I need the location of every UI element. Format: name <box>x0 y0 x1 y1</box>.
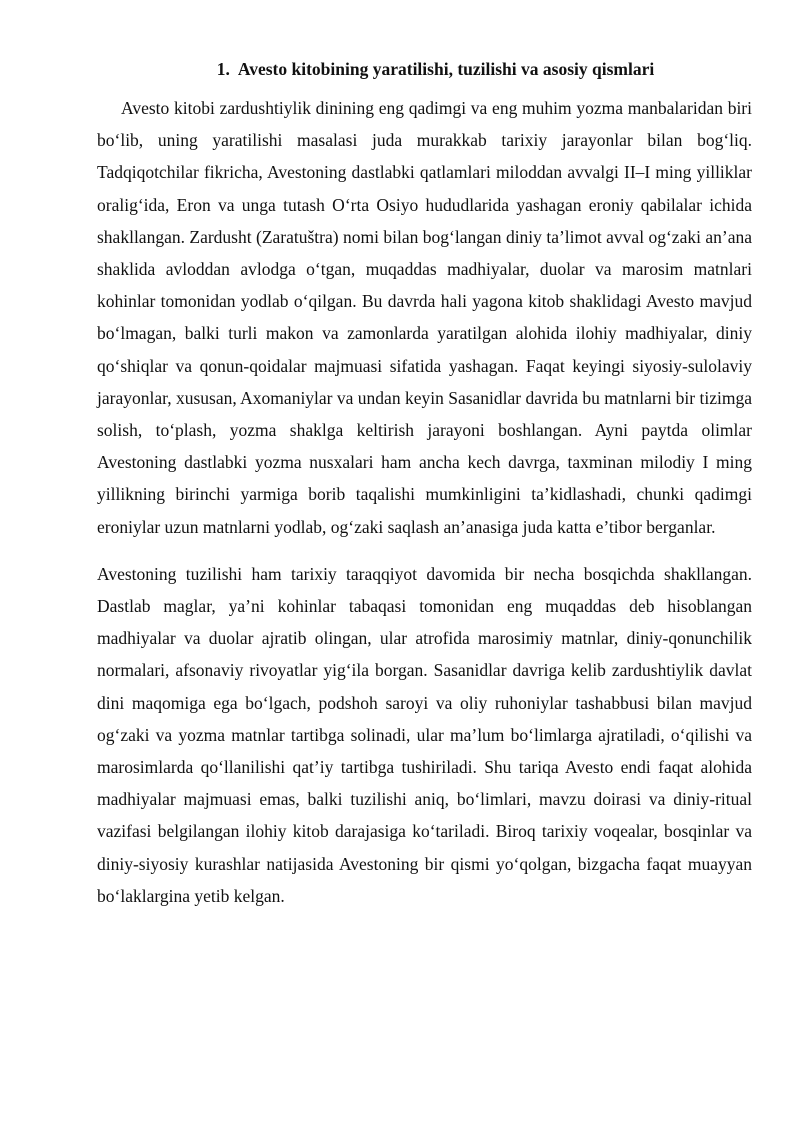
section-number: 1. <box>216 59 230 79</box>
section-title: Avesto kitobining yaratilishi, tuzilishi va asosiy qismlari <box>237 59 655 79</box>
paragraph-creation: Avesto kitobi zardushtiylik dinining eng qadimgi va eng muhim yozma manbalaridan biri bo‘lib, uning yaratilishi masalasi juda murakkab tarixiy jarayonlar bilan bog‘liq. Tadqiqotchilar fikricha, Avestoning dastlabki qatlamlari miloddan avvalgi II–I ming yilliklar oralig‘ida, Eron va unga tutash O‘rta Osiyo hududlarida yashagan eroniy qabilalar ichida shakllangan. Zardusht (Zaratuštra) nomi bilan bog‘langan diniy ta’limot avval og‘zaki an’ana shaklida avloddan avlodga o‘tgan, muqaddas madhiyalar, duolar va marosim matnlari kohinlar tomonidan yodlab o‘qilgan. Bu davrda hali yagona kitob shaklidagi Avesto mavjud bo‘lmagan, balki turli makon va zamonlarda yaratilgan alohida ilohiy madhiyalar, diniy qo‘shiqlar va qonun-qoidalar majmuasi sifatida yashagan. Faqat keyingi siyosiy-sulolaviy jarayonlar, xususan, Axomaniylar va undan keyin Sasanidlar davrida bu matnlarni bir tizimga solish, to‘plash, yozma shaklga keltirish jarayoni boshlangan. Ayni paytda olimlar Avestoning dastlabki yozma nusxalari ham ancha kech davrga, taxminan milodiy I ming yillikning birinchi yarmiga borib taqalishi mumkinligini ta’kidlashadi, chunki qadimgi eroniylar uzun matnlarni yodlab, og‘zaki saqlash an’anasiga juda katta e’tibor berganlar. <box>97 98 752 537</box>
paragraph-structure: Avestoning tuzilishi ham tarixiy taraqqiyot davomida bir necha bosqichda shakllangan. Dastlab maglar, ya’ni kohinlar tabaqasi tomonidan eng muqaddas deb hisoblangan madhiyalar va duolar ajratib olingan, ular atrofida marosimiy matnlar, diniy-qonunchilik normalari, afsonaviy rivoyatlar yig‘ila borgan. Sasanidlar davriga kelib zardushtiylik davlat dini maqomiga ega bo‘lgach, podshoh saroyi va oliy ruhoniylar tashabbusi bilan mavjud og‘zaki va yozma matnlar tartibga solinadi, ular ma’lum bo‘limlarga ajratiladi, o‘qilishi va marosimlarda qo‘llanilishi qat’iy tartibga tushiriladi. Shu tariqa Avesto endi faqat alohida madhiyalar majmuasi emas, balki tuzilishi aniq, bo‘limlari, mavzu doirasi va diniy-ritual vazifasi belgilangan ilohiy kitob darajasiga ko‘tariladi. Biroq tarixiy voqealar, bosqinlar va diniy-siyosiy kurashlar natijasida Avestoning bir qismi yo‘qolgan, bizgacha faqat muayyan bo‘laklargina yetib kelgan. <box>97 563 752 906</box>
section-heading <box>97 58 752 80</box>
